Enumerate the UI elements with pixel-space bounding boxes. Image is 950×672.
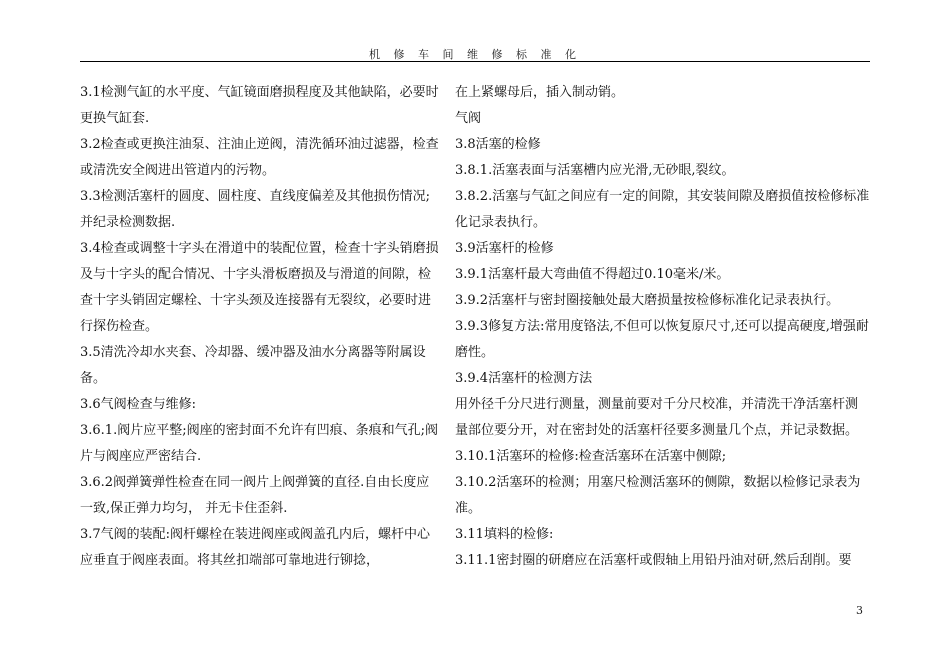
paragraph: 3.6.2阀弹簧弹性检查在同一阀片上阀弹簧的直径.自由长度应一致,保正弹力均匀， 并无卡住歪斜.: [80, 475, 430, 516]
paragraph: 3.3检测活塞杆的圆度、圆柱度、直线度偏差及其他损伤情况;并纪录检测数据.: [80, 189, 431, 230]
paragraph: 3.5清洗冷却水夹套、冷却器、缓冲器及油水分离器等附属设备。: [80, 345, 426, 386]
paragraph: 3.10.1活塞环的检修:检查活塞环在活塞中侧隙;: [455, 449, 727, 464]
section-heading: 气阀: [455, 111, 482, 126]
paragraph: 3.4检查或调整十字头在滑道中的装配位置，检查十字头销磨损及与十字头的配合情况、十字头滑板磨损及与滑道的间隙，检查十字头销固定螺栓、十字头颈及连接器有无裂纹，必要时进行探伤检查。: [80, 241, 439, 334]
paragraph: 3.6.1.阀片应平整;阀座的密封面不允许有凹痕、条痕和气孔;阀片与阀座应严密结合.: [80, 423, 438, 464]
paragraph: 3.9.1活塞杆最大弯曲值不得超过0.10毫米/米。: [455, 267, 730, 282]
paragraph: 3.1检测气缸的水平度、气缸镜面磨损程度及其他缺陷，必要时更换气缸套.: [80, 85, 439, 126]
section-heading: 3.9活塞杆的检修: [455, 241, 554, 256]
section-heading: 3.6气阀检查与维修:: [80, 397, 197, 412]
paragraph: 3.9.3修复方法:常用度铬法,不但可以恢复原尺寸,还可以提高硬度,增强耐磨性。: [455, 319, 869, 360]
paragraph: 3.7气阀的装配:阀杆螺栓在装进阀座或阀盖孔内后，螺杆中心应垂直于阀座表面。将其丝扣端部可靠地进行铆捻，: [80, 527, 431, 568]
paragraph: 在上紧螺母后，插入制动销。: [455, 85, 625, 100]
paragraph: 3.11.1密封圈的研磨应在活塞杆或假轴上用铅丹油对研,然后刮削。要: [455, 553, 852, 568]
right-column: [455, 80, 870, 574]
paragraph: 3.8.2.活塞与气缸之间应有一定的间隙，其安装间隙及磨损值按检修标准化记录表执行。: [455, 189, 870, 230]
page-header-title: 机 修 车 间 维 修 标 准 化: [369, 48, 581, 61]
section-heading: 3.9.4活塞杆的检测方法: [455, 371, 593, 386]
header-rule: [80, 61, 870, 62]
page-number: 3: [856, 604, 863, 617]
paragraph: 3.9.2活塞杆与密封圈接触处最大磨损量按检修标准化记录表执行。: [455, 293, 840, 308]
left-column: [80, 80, 442, 574]
section-heading: 3.8活塞的检修: [455, 137, 541, 152]
paragraph: 3.10.2活塞环的检测；用塞尺检测活塞环的侧隙，数据以检修记录表为准。: [455, 475, 861, 516]
paragraph: 3.2检查或更换注油泵、注油止逆阀，清洗循环油过滤器，检查或清洗安全阀进出管道内的污物。: [80, 137, 439, 178]
paragraph: 3.8.1.活塞表面与活塞槽内应光滑,无砂眼,裂纹。: [455, 163, 735, 178]
section-heading: 3.11填料的检修:: [455, 527, 554, 542]
paragraph: 用外径千分尺进行测量，测量前要对千分尺校准，并清洗干净活塞杆测量部位要分开，对在密封处的活塞杆径要多测量几个点，并记录数据。: [455, 397, 859, 438]
